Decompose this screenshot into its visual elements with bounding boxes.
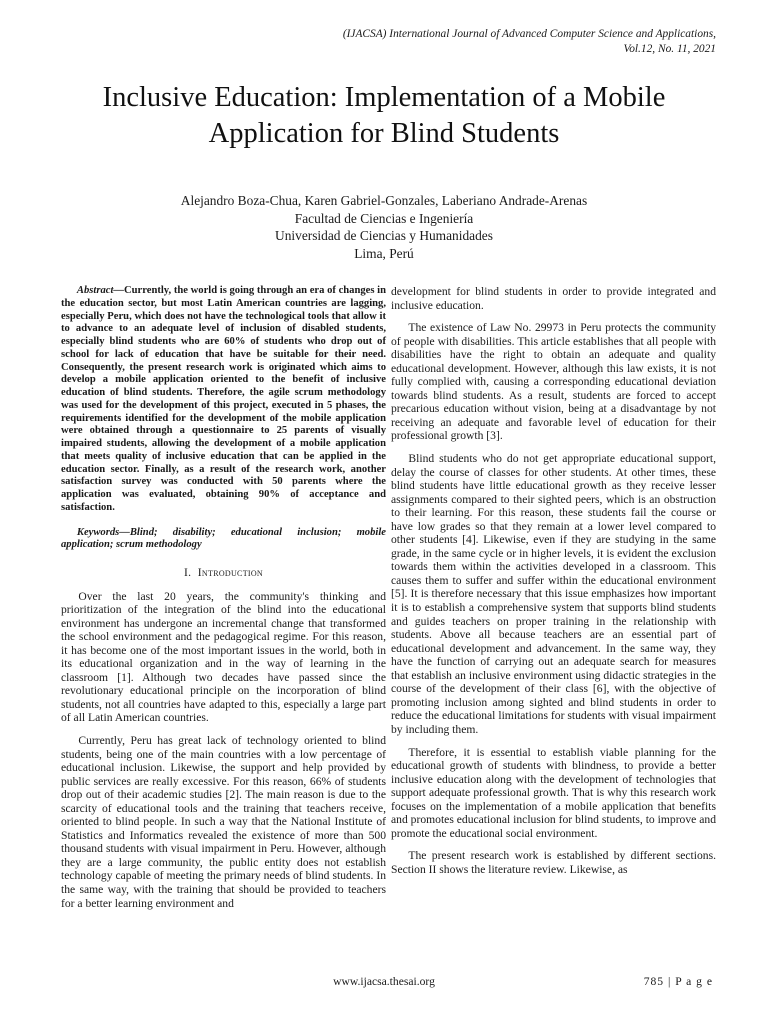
journal-name: (IJACSA) International Journal of Advanced Computer Science and Applications, <box>342 28 716 40</box>
intro-paragraph-5: Therefore, it is essential to establish viable planning for the educational growth of students with blindness, to provide a better inclusive education along with the development of technologies that support adequate professional growth. That is why this research work focuses on the implementation of a mobile application that benefits and promotes educational inclusion for blind students, to improve and promote the educational social environment. <box>391 745 716 840</box>
abstract-label: Abstract— <box>76 285 124 296</box>
abstract <box>61 285 386 515</box>
author-names: Alejandro Boza-Chua, Karen Gabriel-Gonzales, Laberiano Andrade-Arenas <box>180 193 588 208</box>
section-number: I. <box>184 566 192 579</box>
intro-paragraph-1: Over the last 20 years, the community's thinking and prioritization of the integration of the blind into the educational environment has undergone an incremental change that transformed the school environment and the pedagogical regime. For this reason, it has become one of the most important issues in the world, both in its educational organization and in the way of learning in the classroom [1]. Although two decades have passed since the revolutionary educational principle on the incorporation of blind students, not all countries have adapted to this, especially a large part of all Latin American countries. <box>61 589 386 725</box>
footer-page-number: 785 | P a g e <box>643 975 713 988</box>
author-block <box>40 192 728 262</box>
intro-paragraph-2: Currently, Peru has great lack of technology oriented to blind students, being one of the main countries with a low percentage of educational inclusion. Likewise, the support and help provided by public services are really excessive. For this reason, 66% of students drop out of their academic studies [2]. The main reason is due to the scarcity of educational tools and the training that teachers receive, oriented to blind people. In such a way that the National Institute of Statistics and Informatics revealed the existence of more than 500 thousand students with visual impairment in Peru. However, although they are a large community, the public entity does not establish technology capable of meeting the primary needs of blind students. In the same way, with the training that should be provided to teachers for a better learning environment and <box>61 734 386 910</box>
intro-paragraph-3: The existence of Law No. 29973 in Peru protects the community of people with disabilities. This article establishes that all people with disabilities have the right to obtain an adequate and quality educational development. However, although this law exists, it is not fully complied with, causing a corresponding educational deviation towards blind students. As a result, students are forced to accept precarious education without vision, being at a disadvantage by not receiving an adequate and favorable level of education for their professional growth [3]. <box>391 321 716 443</box>
paper-title-line-2: Application for Blind Students <box>208 118 560 149</box>
journal-volume: Vol.12, No. 11, 2021 <box>623 43 716 55</box>
intro-paragraph-continued: development for blind students in order to provide integrated and inclusive education. <box>391 285 716 312</box>
abstract-text: Currently, the world is going through an era of changes in the education sector, but most Latin American countries are lagging, especially Peru, which does not have the technological tools that allow it to advance to an adequate level of inclusion of disabled students, especially blind students who are 60% of students who drop out of school for lack of education that have be suitable for their need. Consequently, the present research work is originated which aims to develop a mobile application oriented to the benefit of inclusive education of blind students. Therefore, the agile scrum methodology was used for the development of this project, executed in 5 phases, the requirements identified for the development of the mobile application were obtained through a questionnaire to 25 parents of visually impaired students, allowing the development of a mobile application that meets quality of inclusive education that can be applied in the education sector. Finally, as a result of the research work, another satisfaction survey was conducted with 50 parents where the application was evaluated, obtaining 90% of acceptance and satisfaction. <box>61 285 386 513</box>
author-university: Universidad de Ciencias y Humanidades <box>275 228 493 243</box>
author-city: Lima, Perú <box>354 245 414 261</box>
keywords-label: Keywords— <box>76 526 130 538</box>
journal-header <box>116 27 716 57</box>
section-heading-introduction <box>61 566 386 580</box>
left-column <box>61 285 386 919</box>
paper-title <box>40 80 728 152</box>
author-faculty: Facultad de Ciencias e Ingeniería <box>294 210 474 226</box>
section-title: Introduction <box>197 566 263 579</box>
intro-paragraph-4: Blind students who do not get appropriate educational support, delay the course of classes for other students. At other times, these blind students have little educational growth as they receive lesser assignments compared to their sighted peers, which is an obstruction to their learning. For this reason, these students fail the course or have low grades so that they remain at a lower level compared to other students [4]. Likewise, even if they are studying in the same grade, in the same cycle or in higher levels, it is evident the exclusion towards them within the activities developed in a classroom. This causes them to suffer and suffer within the educational environment [5]. It is therefore necessary that this issue emphasizes how important it is to establish a comprehensive system that supports blind students and guides teachers on proper training in the relationship with students. Above all because teachers are an essential part of educational development and advancement. In the same way, they have the function of carrying out an adequate search for measures that establish an inclusive environment using didactic strategies in the course of the development of their class [6], with the objective of promoting inclusion among sighted and blind students in order to reduce the educational limitations for students with visual impairment by including them. <box>391 452 716 736</box>
footer-url: www.ijacsa.thesai.org <box>333 975 435 988</box>
paper-title-line-1: Inclusive Education: Implementation of a Mobile <box>102 82 666 113</box>
right-column <box>391 285 716 885</box>
keywords <box>61 527 386 553</box>
intro-paragraph-6: The present research work is established by different sections. Section II shows the literature review. Likewise, as <box>391 849 716 876</box>
keywords-text: Blind; disability; educational inclusion; mobile application; scrum methodology <box>61 526 386 551</box>
